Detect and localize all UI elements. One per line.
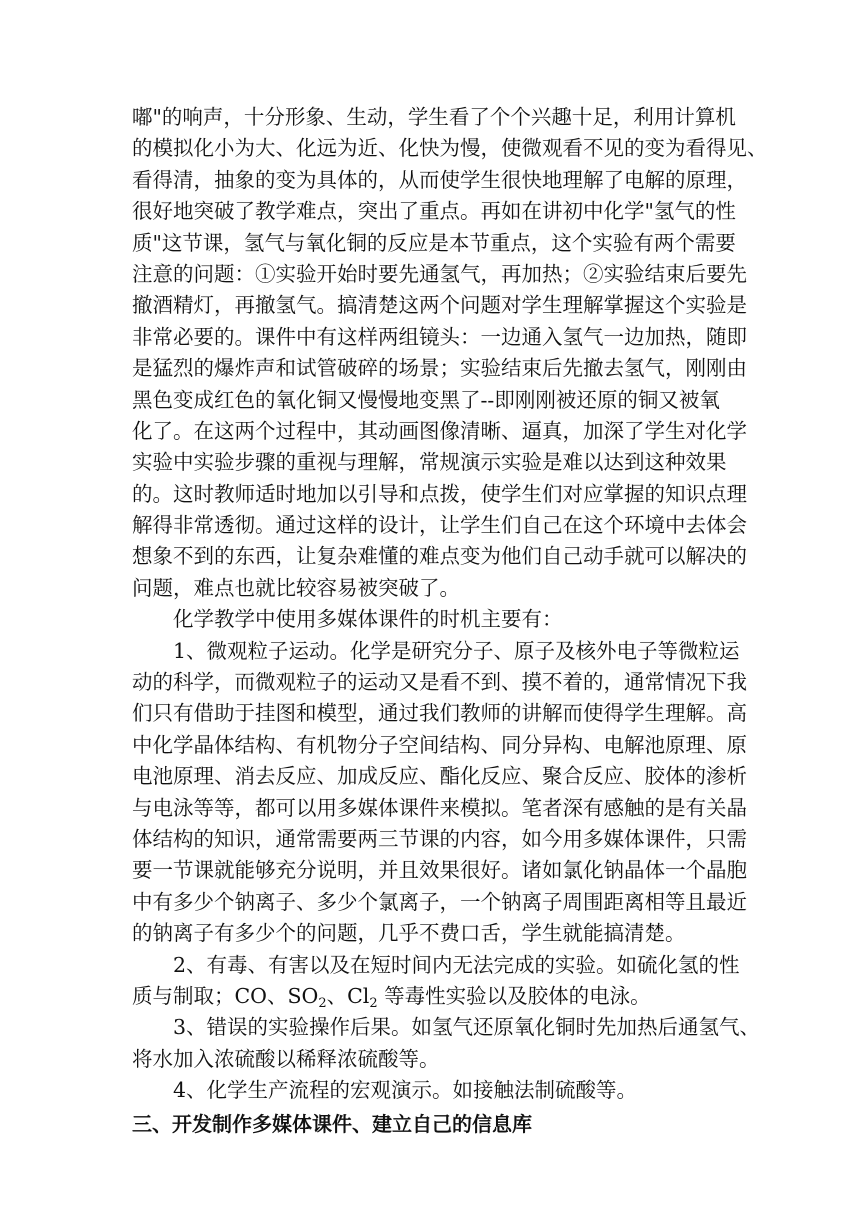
text-line: 是猛烈的爆炸声和试管破碎的场景；实验结束后先撤去氢气，刚刚由: [132, 356, 747, 381]
text-line: 质"这节课，氢气与氧化铜的反应是本节重点，这个实验有两个需要: [132, 230, 736, 255]
document-body: [132, 102, 768, 1140]
text-fragment: 质与制取；CO、SO: [132, 983, 319, 1008]
text-fragment: 等毒性实验以及胶体的电泳。: [377, 983, 651, 1008]
text-line: 4、化学生产流程的宏观演示。如接触法制硫酸等。: [173, 1078, 638, 1103]
text-line: 的模拟化小为大、化远为近、化快为慢，使微观看不见的变为看得见、: [132, 136, 768, 161]
text-line: 看得清，抽象的变为具体的，从而使学生很快地理解了电解的原理，: [132, 167, 747, 192]
text-line: 与电泳等等，都可以用多媒体课件来模拟。笔者深有感触的是有关晶: [132, 795, 747, 820]
subscript: 2: [369, 995, 378, 1011]
section-heading: [132, 1109, 732, 1140]
text-line: 1、微观粒子运动。化学是研究分子、原子及核外电子等微粒运: [173, 638, 740, 663]
text-line: 撤酒精灯，再撤氢气。搞清楚这两个问题对学生理解掌握这个实验是: [132, 293, 747, 318]
text-line: 的钠离子有多少个的问题，几乎不费口舌，学生就能搞清楚。: [132, 921, 686, 946]
text-line: 中化学晶体结构、有机物分子空间结构、同分异构、电解池原理、原: [132, 732, 747, 757]
text-line: 嘟"的响声，十分形象、生动，学生看了个个兴趣十足，利用计算机: [132, 105, 736, 129]
text-line: 很好地突破了教学难点，突出了重点。再如在讲初中化学"氢气的性: [132, 199, 736, 224]
paragraph-item-1: [132, 636, 747, 950]
text-line-with-formulas: [132, 981, 732, 1012]
text-line: 化了。在这两个过程中，其动画图像清晰、逼真，加深了学生对化学: [132, 418, 747, 443]
section-heading-text: 三、开发制作多媒体课件、建立自己的信息库: [132, 1111, 532, 1136]
text-line: 们只有借助于挂图和模型，通过我们教师的讲解而使得学生理解。高: [132, 701, 747, 726]
paragraph-timing-intro: [132, 604, 732, 635]
text-line: 要一节课就能够充分说明，并且效果很好。诸如氯化钠晶体一个晶胞: [132, 858, 747, 883]
subscript: 2: [318, 995, 327, 1011]
paragraph-item-3: [132, 1012, 761, 1075]
text-line: 2、有毒、有害以及在短时间内无法完成的实验。如硫化氢的性: [173, 952, 740, 977]
paragraph-item-2: [132, 950, 740, 1013]
text-line: 中有多少个钠离子、多少个氯离子，一个钠离子周围距离相等且最近: [132, 889, 747, 914]
text-line: 的。这时教师适时地加以引导和点拨，使学生们对应掌握的知识点理: [132, 481, 747, 506]
text-line: 想象不到的东西，让复杂难懂的难点变为他们自己动手就可以解决的: [132, 544, 747, 569]
text-line: 问题，难点也就比较容易被突破了。: [132, 575, 460, 600]
paragraph-item-4: [132, 1075, 732, 1106]
text-line: 实验中实验步骤的重视与理解，常规演示实验是难以达到这种效果: [132, 450, 727, 475]
text-line: 3、错误的实验操作后果。如氢气还原氧化铜时先加热后通氢气、: [173, 1015, 761, 1040]
text-line: 黑色变成红色的氧化铜又慢慢地变黑了--即刚刚被还原的铜又被氧: [132, 387, 720, 412]
text-line: 解得非常透彻。通过这样的设计，让学生们自己在这个环境中去体会: [132, 513, 747, 538]
text-line: 体结构的知识，通常需要两三节课的内容，如今用多媒体课件，只需: [132, 826, 747, 851]
paragraph-continued: [132, 102, 768, 604]
text-line: 电池原理、消去反应、加成反应、酯化反应、聚合反应、胶体的渗析: [132, 764, 747, 789]
text-line: 将水加入浓硫酸以稀释浓硫酸等。: [132, 1046, 440, 1071]
text-line: 化学教学中使用多媒体课件的时机主要有：: [173, 607, 563, 632]
text-line: 非常必要的。课件中有这样两组镜头：一边通入氢气一边加热，随即: [132, 324, 747, 349]
text-line: 动的科学，而微观粒子的运动又是看不到、摸不着的，通常情况下我: [132, 670, 747, 695]
text-fragment: 、Cl: [326, 983, 370, 1008]
text-line: 注意的问题：①实验开始时要先通氢气，再加热；②实验结束后要先: [132, 261, 747, 286]
